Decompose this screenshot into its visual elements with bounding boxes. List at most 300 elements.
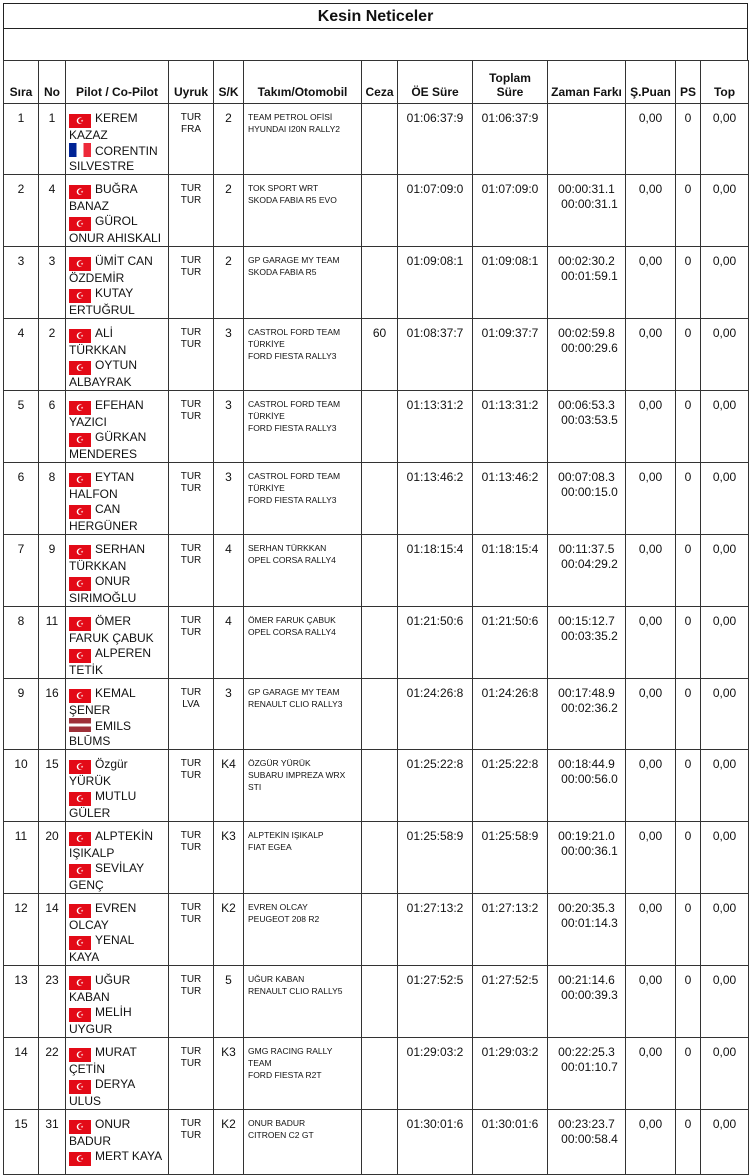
cell-sira: 9 [4, 679, 39, 750]
cell-crew [66, 1038, 169, 1110]
cell-team [244, 1038, 362, 1110]
cell-ps: 0 [676, 966, 701, 1038]
cell-spuan: 0,00 [626, 1038, 676, 1110]
pilot-nationality: TUR [180, 902, 202, 913]
copilot-name: CAN HERGÜNER [69, 502, 138, 533]
pilot-name: MURAT ÇETİN [69, 1045, 137, 1076]
pilot-nationality: TUR [180, 183, 202, 194]
copilot-entry [69, 1005, 165, 1037]
pilot-nationality: TUR [180, 112, 202, 123]
copilot-name: OYTUN ALBAYRAK [69, 358, 137, 389]
cell-oe-sure: 01:06:37:9 [398, 104, 473, 175]
cell-ceza [362, 750, 398, 822]
gap-to-previous: 00:00:39.3 [561, 988, 618, 1002]
cell-crew [66, 391, 169, 463]
cell-top: 0,00 [701, 535, 749, 607]
cell-ps: 0 [676, 247, 701, 319]
turkey-flag-icon: ☪ [69, 289, 91, 303]
cell-sira: 2 [4, 175, 39, 247]
cell-sk: 5 [214, 966, 244, 1038]
copilot-name: EMILS BLŪMS [69, 719, 132, 748]
cell-sira: 8 [4, 607, 39, 679]
cell-zaman-farki [548, 1038, 626, 1110]
team-name: GP GARAGE MY TEAM [248, 255, 340, 265]
cell-spuan: 0,00 [626, 391, 676, 463]
cell-team [244, 894, 362, 966]
cell-zaman-farki [548, 750, 626, 822]
cell-ps: 0 [676, 679, 701, 750]
cell-sk: K4 [214, 750, 244, 822]
pilot-name: EVREN OLCAY [69, 901, 137, 932]
copilot-entry [69, 214, 165, 246]
cell-sk: K2 [214, 894, 244, 966]
car-name: SKODA FABIA R5 EVO [248, 195, 337, 205]
gap-to-leader: 00:11:37.5 [558, 542, 615, 556]
gap-to-previous: 00:03:35.2 [561, 629, 618, 643]
cell-ps: 0 [676, 319, 701, 391]
cell-top: 0,00 [701, 175, 749, 247]
copilot-nationality: TUR [180, 555, 202, 566]
cell-no: 4 [39, 175, 66, 247]
cell-sira: 7 [4, 535, 39, 607]
header-toplam: Toplam Süre [473, 61, 548, 104]
cell-ceza [362, 1038, 398, 1110]
pilot-entry [69, 614, 165, 646]
cell-team [244, 679, 362, 750]
cell-toplam-sure: 01:25:58:9 [473, 822, 548, 894]
cell-uyruk [169, 607, 214, 679]
copilot-entry [69, 861, 165, 893]
cell-zaman-farki [548, 679, 626, 750]
cell-zaman-farki [548, 1110, 626, 1175]
cell-spuan: 0,00 [626, 822, 676, 894]
cell-no: 16 [39, 679, 66, 750]
cell-top: 0,00 [701, 104, 749, 175]
cell-uyruk [169, 319, 214, 391]
cell-sk: 3 [214, 319, 244, 391]
gap-to-previous: 00:00:36.1 [561, 844, 618, 858]
pilot-entry [69, 542, 165, 574]
cell-no: 15 [39, 750, 66, 822]
results-table [3, 60, 749, 1175]
copilot-name: MELİH UYGUR [69, 1005, 132, 1036]
cell-no: 1 [39, 104, 66, 175]
pilot-nationality: TUR [180, 615, 202, 626]
turkey-flag-icon: ☪ [69, 1152, 91, 1166]
cell-zaman-farki [548, 319, 626, 391]
turkey-flag-icon: ☪ [69, 217, 91, 231]
page-title: Kesin Neticeler [3, 3, 748, 29]
cell-ps: 0 [676, 822, 701, 894]
copilot-name: GÜRKAN MENDERES [69, 430, 147, 461]
turkey-flag-icon: ☪ [69, 545, 91, 559]
copilot-entry [69, 574, 165, 606]
cell-ceza [362, 463, 398, 535]
latvia-flag-icon [69, 718, 91, 732]
car-name: FORD FIESTA RALLY3 [248, 423, 337, 433]
cell-spuan: 0,00 [626, 1110, 676, 1175]
copilot-nationality: TUR [180, 627, 202, 638]
copilot-name: YENAL KAYA [69, 933, 134, 964]
cell-ps: 0 [676, 1038, 701, 1110]
header-ceza: Ceza [362, 61, 398, 104]
table-row [4, 966, 749, 1038]
cell-ps: 0 [676, 463, 701, 535]
cell-zaman-farki [548, 894, 626, 966]
blank-header-row [3, 29, 748, 60]
cell-crew [66, 463, 169, 535]
copilot-nationality: TUR [180, 267, 202, 278]
header-uyruk: Uyruk [169, 61, 214, 104]
turkey-flag-icon: ☪ [69, 577, 91, 591]
cell-no: 11 [39, 607, 66, 679]
cell-team [244, 1110, 362, 1175]
team-name: ÖZGÜR YÜRÜK [248, 758, 311, 768]
cell-crew [66, 247, 169, 319]
cell-top: 0,00 [701, 1110, 749, 1175]
cell-uyruk [169, 822, 214, 894]
cell-uyruk [169, 894, 214, 966]
cell-toplam-sure: 01:13:31:2 [473, 391, 548, 463]
cell-crew [66, 894, 169, 966]
pilot-name: UĞUR KABAN [69, 973, 131, 1004]
gap-to-previous: 00:01:59.1 [561, 269, 618, 283]
copilot-nationality: TUR [180, 411, 202, 422]
cell-toplam-sure: 01:21:50:6 [473, 607, 548, 679]
cell-team [244, 607, 362, 679]
copilot-name: ONUR SIRIMOĞLU [69, 574, 137, 605]
team-name: CASTROL FORD TEAM TÜRKİYE [248, 471, 341, 493]
car-name: FORD FIESTA RALLY3 [248, 351, 337, 361]
cell-ceza [362, 679, 398, 750]
pilot-name: ALPTEKİN IŞIKALP [69, 829, 154, 860]
gap-to-leader: 00:21:14.6 [558, 973, 615, 987]
pilot-entry [69, 254, 165, 286]
pilot-nationality: TUR [180, 471, 202, 482]
turkey-flag-icon: ☪ [69, 792, 91, 806]
cell-team [244, 966, 362, 1038]
cell-zaman-farki [548, 104, 626, 175]
copilot-name: SEVİLAY GENÇ [69, 861, 144, 892]
cell-ceza [362, 966, 398, 1038]
cell-uyruk [169, 535, 214, 607]
cell-ps: 0 [676, 104, 701, 175]
cell-oe-sure: 01:13:31:2 [398, 391, 473, 463]
team-name: EVREN OLCAY [248, 902, 308, 912]
cell-ceza [362, 607, 398, 679]
turkey-flag-icon: ☪ [69, 361, 91, 375]
cell-spuan: 0,00 [626, 966, 676, 1038]
cell-spuan: 0,00 [626, 247, 676, 319]
cell-uyruk [169, 750, 214, 822]
cell-top: 0,00 [701, 319, 749, 391]
pilot-entry [69, 470, 165, 502]
copilot-entry [69, 789, 165, 821]
copilot-entry [69, 143, 165, 174]
team-name: ÖMER FARUK ÇABUK [248, 615, 336, 625]
gap-to-leader: 00:17:48.9 [558, 686, 615, 700]
cell-top: 0,00 [701, 247, 749, 319]
cell-sira: 5 [4, 391, 39, 463]
pilot-name: BUĞRA BANAZ [69, 182, 138, 213]
pilot-nationality: TUR [180, 1118, 202, 1129]
car-name: FORD FIESTA RALLY3 [248, 495, 337, 505]
cell-oe-sure: 01:25:22:8 [398, 750, 473, 822]
turkey-flag-icon: ☪ [69, 617, 91, 631]
pilot-name: KEMAL ŞENER [69, 686, 136, 717]
turkey-flag-icon: ☪ [69, 329, 91, 343]
cell-spuan: 0,00 [626, 104, 676, 175]
cell-sira: 10 [4, 750, 39, 822]
pilot-entry [69, 326, 165, 358]
copilot-nationality: TUR [180, 842, 202, 853]
header-pilot: Pilot / Co-Pilot [66, 61, 169, 104]
car-name: FORD FIESTA R2T [248, 1070, 322, 1080]
pilot-nationality: TUR [180, 758, 202, 769]
cell-toplam-sure: 01:27:52:5 [473, 966, 548, 1038]
cell-top: 0,00 [701, 607, 749, 679]
cell-toplam-sure: 01:07:09:0 [473, 175, 548, 247]
pilot-entry [69, 901, 165, 933]
table-row [4, 894, 749, 966]
cell-sk: K2 [214, 1110, 244, 1175]
table-row [4, 104, 749, 175]
copilot-nationality: FRA [181, 124, 201, 135]
pilot-name: ÖMER FARUK ÇABUK [69, 614, 154, 645]
gap-to-leader: 00:20:35.3 [558, 901, 615, 915]
cell-crew [66, 679, 169, 750]
cell-sk: 2 [214, 175, 244, 247]
cell-toplam-sure: 01:09:37:7 [473, 319, 548, 391]
pilot-nationality: TUR [180, 687, 202, 698]
copilot-nationality: TUR [180, 914, 202, 925]
cell-zaman-farki [548, 822, 626, 894]
header-sira: Sıra [4, 61, 39, 104]
cell-team [244, 247, 362, 319]
cell-spuan: 0,00 [626, 607, 676, 679]
header-zaman: Zaman Farkı [548, 61, 626, 104]
cell-no: 3 [39, 247, 66, 319]
cell-sira: 3 [4, 247, 39, 319]
gap-to-leader: 00:07:08.3 [558, 470, 615, 484]
gap-to-previous: 00:00:15.0 [561, 485, 618, 499]
copilot-entry [69, 646, 165, 678]
cell-sk: 4 [214, 535, 244, 607]
cell-spuan: 0,00 [626, 750, 676, 822]
team-name: SERHAN TÜRKKAN [248, 543, 327, 553]
pilot-name: ÜMİT CAN ÖZDEMİR [69, 254, 153, 285]
turkey-flag-icon: ☪ [69, 649, 91, 663]
gap-to-leader: 00:02:30.2 [558, 254, 615, 268]
gap-to-previous: 00:03:53.5 [561, 413, 618, 427]
team-name: CASTROL FORD TEAM TÜRKİYE [248, 327, 341, 349]
pilot-nationality: TUR [180, 255, 202, 266]
cell-oe-sure: 01:29:03:2 [398, 1038, 473, 1110]
turkey-flag-icon: ☪ [69, 257, 91, 271]
gap-to-leader: 00:18:44.9 [558, 757, 615, 771]
gap-to-previous: 00:00:29.6 [561, 341, 618, 355]
cell-uyruk [169, 247, 214, 319]
cell-zaman-farki [548, 966, 626, 1038]
cell-oe-sure: 01:13:46:2 [398, 463, 473, 535]
cell-no: 6 [39, 391, 66, 463]
cell-toplam-sure: 01:09:08:1 [473, 247, 548, 319]
copilot-nationality: TUR [180, 483, 202, 494]
car-name: CITROEN C2 GT [248, 1130, 314, 1140]
cell-toplam-sure: 01:25:22:8 [473, 750, 548, 822]
turkey-flag-icon: ☪ [69, 689, 91, 703]
table-row [4, 247, 749, 319]
cell-toplam-sure: 01:29:03:2 [473, 1038, 548, 1110]
cell-oe-sure: 01:30:01:6 [398, 1110, 473, 1175]
cell-ps: 0 [676, 894, 701, 966]
cell-ceza [362, 822, 398, 894]
cell-sk: 4 [214, 607, 244, 679]
france-flag-icon [69, 143, 91, 157]
turkey-flag-icon: ☪ [69, 976, 91, 990]
copilot-nationality: TUR [180, 1058, 202, 1069]
gap-to-leader: 00:02:59.8 [558, 326, 615, 340]
pilot-name: EYTAN HALFON [69, 470, 135, 501]
cell-top: 0,00 [701, 463, 749, 535]
cell-team [244, 175, 362, 247]
car-name: OPEL CORSA RALLY4 [248, 555, 336, 565]
copilot-entry [69, 1149, 165, 1166]
cell-crew [66, 607, 169, 679]
table-row [4, 1110, 749, 1175]
cell-toplam-sure: 01:06:37:9 [473, 104, 548, 175]
copilot-nationality: TUR [180, 1130, 202, 1141]
cell-sira: 1 [4, 104, 39, 175]
cell-ps: 0 [676, 535, 701, 607]
cell-uyruk [169, 104, 214, 175]
cell-no: 23 [39, 966, 66, 1038]
cell-zaman-farki [548, 607, 626, 679]
cell-top: 0,00 [701, 679, 749, 750]
car-name: RENAULT CLIO RALLY5 [248, 986, 343, 996]
turkey-flag-icon: ☪ [69, 936, 91, 950]
pilot-name: KEREM KAZAZ [69, 111, 138, 142]
cell-sk: 3 [214, 463, 244, 535]
cell-team [244, 319, 362, 391]
cell-ceza [362, 175, 398, 247]
cell-ps: 0 [676, 391, 701, 463]
table-row [4, 535, 749, 607]
pilot-name: SERHAN TÜRKKAN [69, 542, 146, 573]
cell-sk: 2 [214, 247, 244, 319]
cell-spuan: 0,00 [626, 894, 676, 966]
turkey-flag-icon: ☪ [69, 1048, 91, 1062]
gap-to-leader: 00:22:25.3 [558, 1045, 615, 1059]
cell-ceza [362, 104, 398, 175]
pilot-entry [69, 398, 165, 430]
gap-to-leader: 00:06:53.3 [558, 398, 615, 412]
cell-sira: 4 [4, 319, 39, 391]
cell-top: 0,00 [701, 894, 749, 966]
cell-sk: 3 [214, 679, 244, 750]
table-row [4, 391, 749, 463]
pilot-nationality: TUR [180, 543, 202, 554]
cell-toplam-sure: 01:24:26:8 [473, 679, 548, 750]
cell-team [244, 104, 362, 175]
pilot-entry [69, 1117, 165, 1149]
copilot-entry [69, 1077, 165, 1109]
cell-spuan: 0,00 [626, 319, 676, 391]
cell-sk: K3 [214, 1038, 244, 1110]
copilot-entry [69, 286, 165, 318]
cell-uyruk [169, 391, 214, 463]
cell-spuan: 0,00 [626, 463, 676, 535]
cell-sira: 11 [4, 822, 39, 894]
turkey-flag-icon: ☪ [69, 1120, 91, 1134]
cell-oe-sure: 01:18:15:4 [398, 535, 473, 607]
cell-spuan: 0,00 [626, 175, 676, 247]
cell-uyruk [169, 175, 214, 247]
turkey-flag-icon: ☪ [69, 185, 91, 199]
cell-no: 8 [39, 463, 66, 535]
cell-crew [66, 319, 169, 391]
turkey-flag-icon: ☪ [69, 114, 91, 128]
cell-zaman-farki [548, 175, 626, 247]
cell-uyruk [169, 1038, 214, 1110]
pilot-entry [69, 1045, 165, 1077]
copilot-nationality: LVA [182, 699, 200, 710]
pilot-nationality: TUR [180, 830, 202, 841]
car-name: HYUNDAI I20N RALLY2 [248, 124, 340, 134]
header-oe: ÖE Süre [398, 61, 473, 104]
cell-oe-sure: 01:21:50:6 [398, 607, 473, 679]
cell-ps: 0 [676, 607, 701, 679]
copilot-name: MERT KAYA [95, 1149, 163, 1163]
cell-ceza: 60 [362, 319, 398, 391]
gap-to-previous: 00:04:29.2 [561, 557, 618, 571]
copilot-name: DERYA ULUS [69, 1077, 135, 1108]
cell-zaman-farki [548, 247, 626, 319]
cell-sira: 14 [4, 1038, 39, 1110]
pilot-nationality: TUR [180, 399, 202, 410]
cell-uyruk [169, 463, 214, 535]
gap-to-previous: 00:00:56.0 [561, 772, 618, 786]
team-name: TOK SPORT WRT [248, 183, 319, 193]
turkey-flag-icon: ☪ [69, 832, 91, 846]
table-row [4, 822, 749, 894]
cell-top: 0,00 [701, 966, 749, 1038]
header-takim: Takım/Otomobil [244, 61, 362, 104]
cell-oe-sure: 01:08:37:7 [398, 319, 473, 391]
table-row [4, 319, 749, 391]
cell-no: 31 [39, 1110, 66, 1175]
copilot-name: KUTAY ERTUĞRUL [69, 286, 135, 317]
header-top: Top [701, 61, 749, 104]
cell-spuan: 0,00 [626, 679, 676, 750]
team-name: GMG RACING RALLY TEAM [248, 1046, 333, 1068]
cell-top: 0,00 [701, 822, 749, 894]
gap-to-previous: 00:01:14.3 [561, 916, 618, 930]
table-header-row [4, 61, 749, 104]
turkey-flag-icon: ☪ [69, 760, 91, 774]
cell-sk: K3 [214, 822, 244, 894]
cell-team [244, 822, 362, 894]
cell-sira: 12 [4, 894, 39, 966]
cell-zaman-farki [548, 463, 626, 535]
turkey-flag-icon: ☪ [69, 904, 91, 918]
header-spuan: Ş.Puan [626, 61, 676, 104]
pilot-entry [69, 757, 165, 789]
copilot-nationality: TUR [180, 195, 202, 206]
pilot-name: Özgür YÜRÜK [69, 757, 128, 788]
cell-team [244, 535, 362, 607]
cell-crew [66, 1110, 169, 1175]
